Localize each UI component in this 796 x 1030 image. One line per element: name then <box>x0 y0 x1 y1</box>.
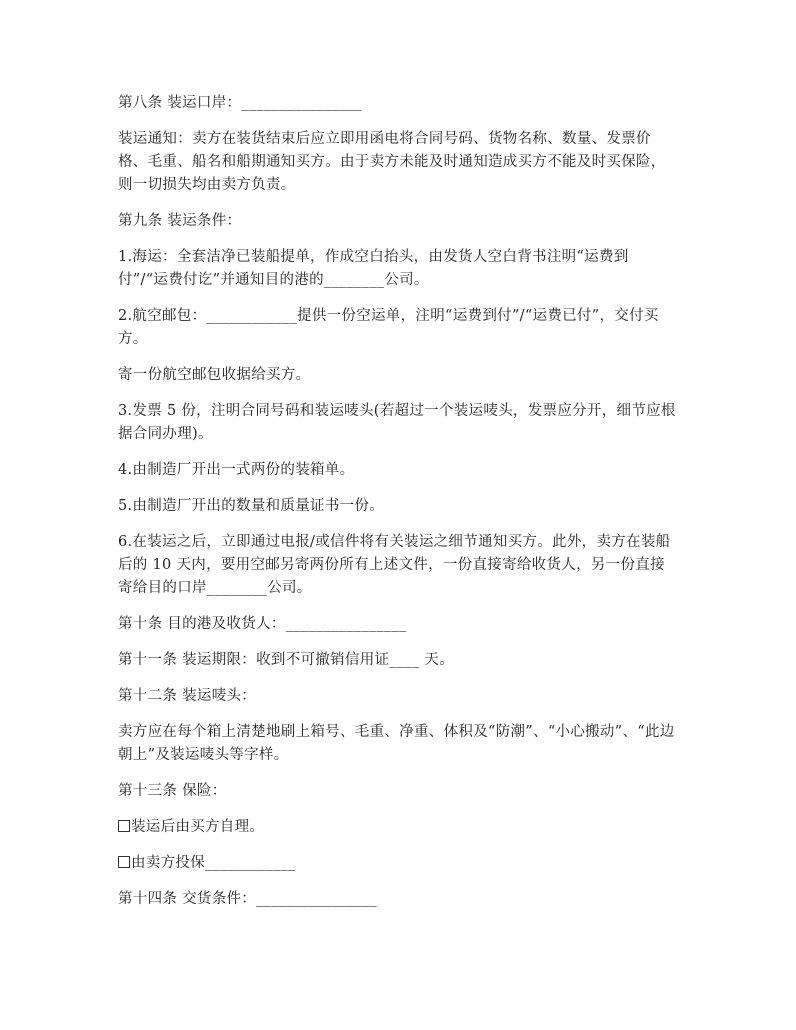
article-10-destination-consignee: 第十条 目的港及收货人：________________ <box>118 616 407 632</box>
article-8-shipment-port: 第八条 装运口岸：________________ <box>118 95 363 111</box>
condition-item-notification: 6.在装运之后，立即通过电报/或信件将有关装运之细节通知买方。此外，卖方在装船后的 10 天内，要用空邮另寄两份所有上述文件，一份直接寄给收货人，另一份直接寄给目的口岸________公司。 <box>118 534 671 596</box>
condition-item-sea-freight: 1.海运：全套洁净已装船提单，作成空白抬头，由发货人空白背书注明“运费到付”/“运费付讫”并通知目的港的________公司。 <box>118 249 629 288</box>
insurance-option-buyer-label: 装运后由买方自理。 <box>131 819 265 835</box>
article-13-insurance: 第十三条 保险： <box>118 783 227 799</box>
condition-item-packing-list: 4.由制造厂开出一式两份的装箱单。 <box>118 462 355 478</box>
condition-item-certificate: 5.由制造厂开出的数量和质量证书一份。 <box>118 498 385 514</box>
checkbox-icon[interactable] <box>118 820 130 832</box>
article-12-shipping-marks: 第十二条 装运唛头： <box>118 688 257 704</box>
checkbox-icon[interactable] <box>118 856 130 868</box>
shipment-notice-paragraph: 装运通知：卖方在装货结束后应立即用函电将合同号码、货物名称、数量、发票价格、毛重、船名和船期通知买方。由于卖方未能及时通知造成买方不能及时买保险，则一切损失均由卖方负责。 <box>118 131 666 193</box>
insurance-option-seller-label: 由卖方投保____________ <box>131 855 296 871</box>
condition-item-air-parcel: 2.航空邮包：____________提供一份空运单，注明“运费到付”/“运费已付”，交付买方。 <box>118 308 659 347</box>
article-11-shipment-time: 第十一条 装运期限：收到不可撤销信用证____ 天。 <box>118 652 455 668</box>
airmail-receipt-paragraph: 寄一份航空邮包收据给买方。 <box>118 367 311 383</box>
insurance-option-buyer <box>118 816 676 839</box>
insurance-option-seller <box>118 852 676 875</box>
condition-item-invoice: 3.发票 5 份，注明合同号码和装运唛头(若超过一个装运唛头，发票应分开，细节应根据合同办理)。 <box>118 403 676 442</box>
shipping-marks-paragraph: 卖方应在每个箱上清楚地刷上箱号、毛重、净重、体积及“防潮”、“小心搬动”、“此边朝上”及装运唛头等字样。 <box>118 724 675 763</box>
document-body <box>118 92 676 924</box>
article-9-shipment-conditions: 第九条 装运条件： <box>118 213 242 229</box>
article-14-delivery-terms: 第十四条 交货条件：________________ <box>118 891 377 907</box>
